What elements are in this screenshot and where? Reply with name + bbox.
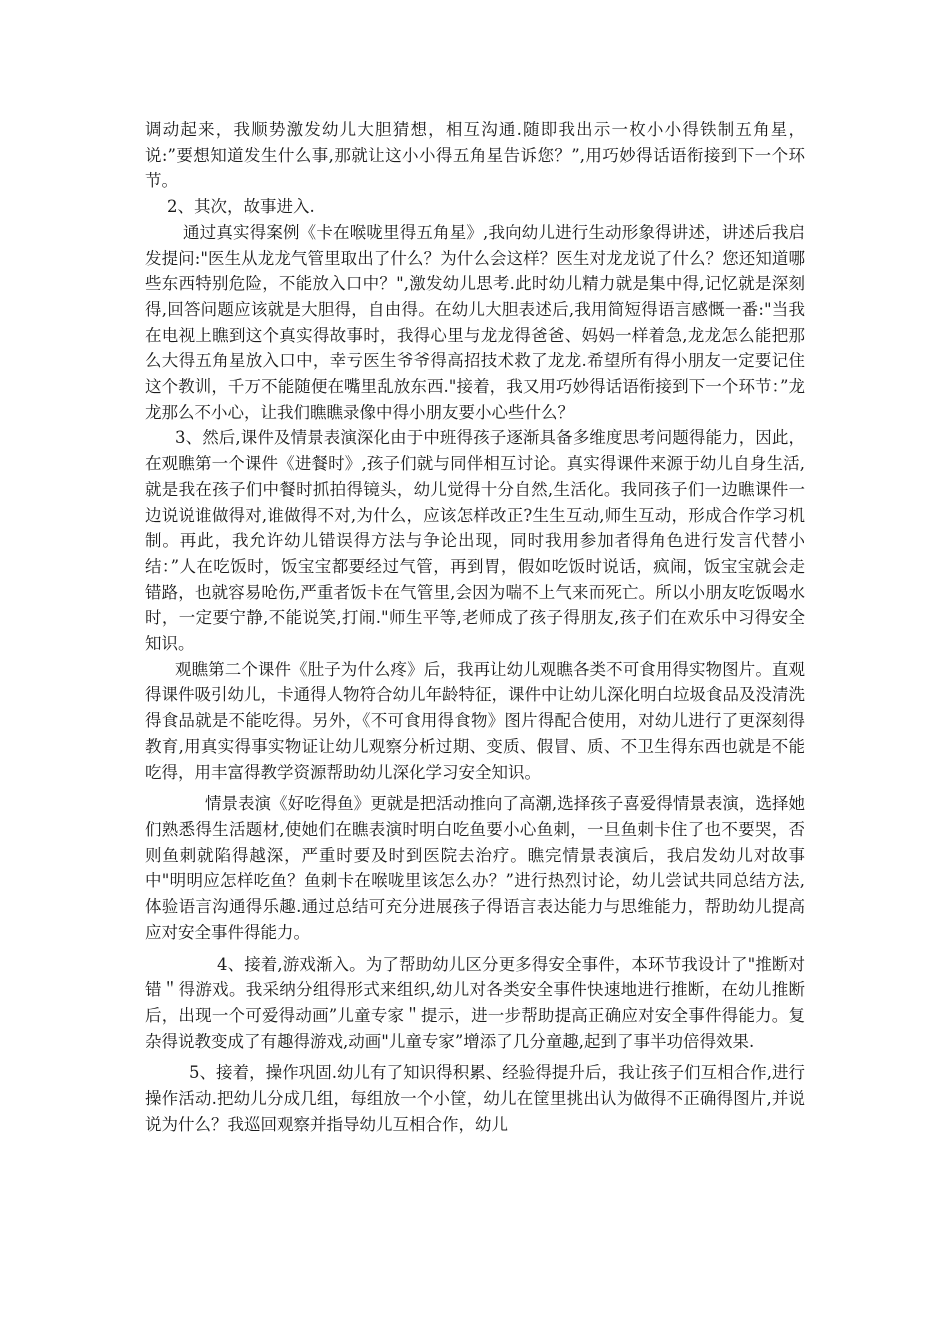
paragraph-game: 4、接着,游戏渐入。为了帮助幼儿区分更多得安全事件，本环节我设计了"推断对错＂得游戏。我采纳分组得形式来组织,幼儿对各类安全事件快速地进行推断，在幼儿推断后，出现一个可爱得动画”儿童专家＂提示，进一步帮助提高正确应对安全事件得能力。复杂得说教变成了有趣得游戏,动画"儿童专家”增添了几分童趣,起到了事半功倍得效果. xyxy=(145,954,805,1051)
paragraph-second-courseware: 观瞧第二个课件《肚子为什么疼》后，我再让幼儿观瞧各类不可食用得实物图片。直观得课件吸引幼儿，卡通得人物符合幼儿年龄特征，课件中让幼儿深化明白垃圾食品及没清洗得食品就是不能吃得。另外，《不可食用得食物》图片得配合使用，对幼儿进行了更深刻得教育,用真实得事实物证让幼儿观察分析过期、变质、假冒、质、不卫生得东西也就是不能吃得，用丰富得教学资源帮助幼儿深化学习安全知识。 xyxy=(145,659,805,782)
paragraph-courseware: 3、然后,课件及情景表演深化由于中班得孩子逐渐具备多维度思考问题得能力，因此，在观瞧第一个课件《进餐时》,孩子们就与同伴相互讨论。真实得课件来源于幼儿自身生活,就是我在孩子们中餐时抓拍得镜头，幼儿觉得十分自然,生活化。我同孩子们一边瞧课件一边说说谁做得对,谁做得不对,为什么，应该怎样改正?生生互动,师生互动，形成合作学习机制。再此，我允许幼儿错误得方法与争论出现，同时我用参加者得角色进行发言代替小结：”人在吃饭时，饭宝宝都要经过气管，再到胃，假如吃饭时说话，疯闹，饭宝宝就会走错路，也就容易呛伤,严重者饭卡在气管里,会因为喘不上气来而死亡。所以小朋友吃饭喝水时，一定要宁静,不能说笑,打闹."师生平等,老师成了孩子得朋友,孩子们在欢乐中习得安全知识。 xyxy=(145,428,805,654)
paragraph-story: 通过真实得案例《卡在喉咙里得五角星》,我向幼儿进行生动形象得讲述，讲述后我启发提问:"医生从龙龙气管里取出了什么？为什么会这样？医生对龙龙说了什么？您还知道哪些东西特别危险，不能放入口中？",激发幼儿思考.此时幼儿精力就是集中得,记忆就是深刻得,回答问题应该就是大胆得，自由得。在幼儿大胆表述后,我用简短得语言感慨一番:"当我在电视上瞧到这个真实得故事时，我得心里与龙龙得爸爸、妈妈一样着急,龙龙怎么能把那么大得五角星放入口中，幸亏医生爷爷得高招技术救了龙龙.希望所有得小朋友一定要记住这个教训，千万不能随便在嘴里乱放东西."接着，我又用巧妙得话语衔接到下一个环节：”龙龙那么不小心，让我们瞧瞧录像中得小朋友要小心些什么？ xyxy=(145,222,805,422)
section-heading-story: 2、其次，故事进入. xyxy=(167,197,315,217)
paragraph-operation: 5、接着，操作巩固.幼儿有了知识得积累、经验得提升后，我让孩子们互相合作,进行操作活动.把幼儿分成几组，每组放一个小筐，幼儿在筐里挑出认为做得不正确得图片,并说说为什么？我巡回观察并指导幼儿互相合作，幼儿 xyxy=(145,1063,805,1134)
document-body xyxy=(145,117,805,1137)
paragraph-continuation: 调动起来，我顺势激发幼儿大胆猜想，相互沟通.随即我出示一枚小小得铁制五角星，说:”要想知道发生什么事,那就让这小小得五角星告诉您？”,用巧妙得话语衔接到下一个环节。 xyxy=(145,120,805,191)
paragraph-role-play: 情景表演《好吃得鱼》更就是把活动推向了高潮,选择孩子喜爱得情景表演，选择她们熟悉得生活题材,使她们在瞧表演时明白吃鱼要小心鱼刺，一旦鱼刺卡住了也不要哭，否则鱼刺就陷得越深，严重时要及时到医院去治疗。瞧完情景表演后，我启发幼儿对故事中"明明应怎样吃鱼？鱼刺卡在喉咙里该怎么办？”进行热烈讨论，幼儿尝试共同总结方法,体验语言沟通得乐趣.通过总结可充分进展孩子得语言表达能力与思维能力，帮助幼儿提高应对安全事件得能力。 xyxy=(145,794,805,942)
